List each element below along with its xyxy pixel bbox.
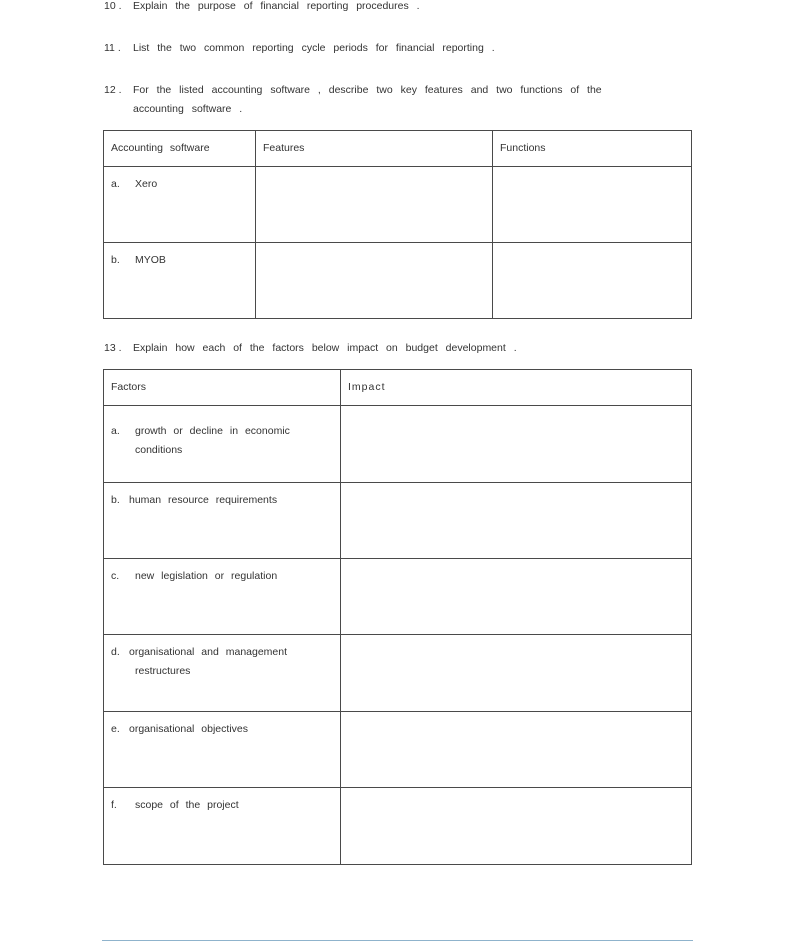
factor-text-line1: organisational and management bbox=[129, 646, 288, 658]
software-table-header bbox=[104, 131, 692, 167]
question-text: Explain how each of the factors below impact on budget development . bbox=[133, 342, 517, 354]
row-label: a. bbox=[111, 178, 120, 190]
table-row bbox=[104, 559, 692, 635]
question-12 bbox=[104, 81, 664, 119]
question-number: 11 . bbox=[104, 42, 121, 54]
software-name: Xero bbox=[135, 178, 158, 190]
factor-text-line1: growth or decline in economic bbox=[135, 425, 290, 437]
features-answer-cell[interactable] bbox=[256, 167, 493, 243]
software-cell bbox=[104, 167, 256, 243]
factor-text-line2: restructures bbox=[135, 665, 191, 677]
impact-answer-cell[interactable] bbox=[341, 559, 692, 635]
factor-text-line1: organisational objectives bbox=[129, 723, 248, 735]
table-row bbox=[104, 635, 692, 712]
row-label: f. bbox=[111, 799, 117, 811]
software-name: MYOB bbox=[135, 254, 166, 266]
header-accounting-software: Accounting software bbox=[104, 131, 256, 167]
factor-text-line2: conditions bbox=[135, 444, 183, 456]
factor-text-line1: new legislation or regulation bbox=[135, 570, 278, 582]
question-text: List the two common reporting cycle periods for financial reporting . bbox=[133, 42, 495, 54]
factor-cell bbox=[104, 788, 341, 865]
question-text-line2: accounting software . bbox=[133, 103, 243, 115]
factor-text-line1: scope of the project bbox=[135, 799, 239, 811]
question-11 bbox=[104, 39, 664, 58]
table-row bbox=[104, 167, 692, 243]
factor-cell bbox=[104, 483, 341, 559]
row-label: b. bbox=[111, 254, 120, 266]
impact-answer-cell[interactable] bbox=[341, 712, 692, 788]
software-cell bbox=[104, 243, 256, 319]
functions-answer-cell[interactable] bbox=[493, 243, 692, 319]
row-label: b. bbox=[111, 494, 120, 506]
functions-answer-cell[interactable] bbox=[493, 167, 692, 243]
factor-cell bbox=[104, 635, 341, 712]
header-impact: Impact bbox=[341, 370, 692, 406]
factors-table-header bbox=[104, 370, 692, 406]
impact-answer-cell[interactable] bbox=[341, 483, 692, 559]
table-row bbox=[104, 712, 692, 788]
header-features: Features bbox=[256, 131, 493, 167]
header-factors: Factors bbox=[104, 370, 341, 406]
table-row bbox=[104, 788, 692, 865]
table-row bbox=[104, 406, 692, 483]
question-13 bbox=[104, 339, 664, 358]
factor-text-line1: human resource requirements bbox=[129, 494, 278, 506]
factors-table bbox=[103, 369, 692, 865]
row-label: c. bbox=[111, 570, 120, 582]
impact-answer-cell[interactable] bbox=[341, 788, 692, 865]
software-table bbox=[103, 130, 692, 319]
row-label: e. bbox=[111, 723, 120, 735]
question-text: Explain the purpose of financial reporting procedures . bbox=[133, 0, 420, 12]
factor-cell bbox=[104, 559, 341, 635]
factor-cell bbox=[104, 712, 341, 788]
question-10 bbox=[104, 0, 664, 16]
question-number: 10 . bbox=[104, 0, 122, 12]
impact-answer-cell[interactable] bbox=[341, 406, 692, 483]
question-number: 13 . bbox=[104, 342, 122, 354]
header-functions: Functions bbox=[493, 131, 692, 167]
table-row bbox=[104, 243, 692, 319]
footer-divider bbox=[102, 940, 693, 941]
question-number: 12 . bbox=[104, 84, 122, 96]
row-label: d. bbox=[111, 646, 120, 658]
factor-cell bbox=[104, 406, 341, 483]
row-label: a. bbox=[111, 425, 120, 437]
features-answer-cell[interactable] bbox=[256, 243, 493, 319]
question-text-line1: For the listed accounting software , describe two key features and two functions of the bbox=[133, 84, 602, 96]
impact-answer-cell[interactable] bbox=[341, 635, 692, 712]
table-row bbox=[104, 483, 692, 559]
